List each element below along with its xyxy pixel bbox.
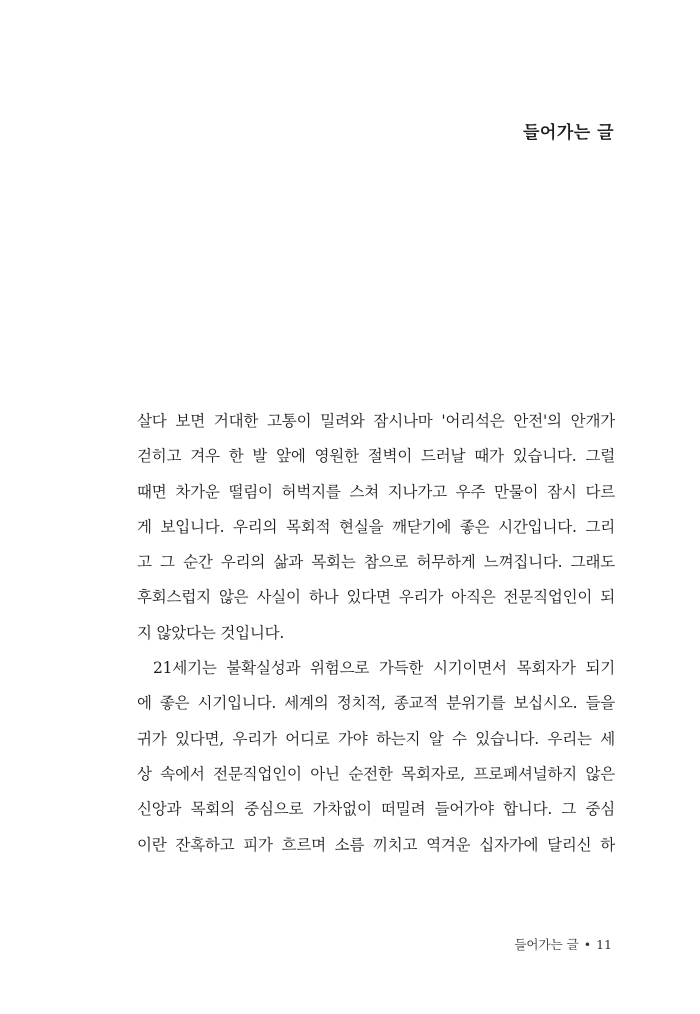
chapter-title: 들어가는 글 [522,123,614,143]
text-line: 때면 차가운 떨림이 허벅지를 스쳐 지나가고 우주 만물이 잠시 다르 [137,482,615,501]
paragraph-1 [137,404,615,651]
text-line: 21세기는 불확실성과 위험으로 가득한 시기이면서 목회자가 되기 [153,659,615,678]
text-line: 걷히고 겨우 한 발 앞에 영원한 절벽이 드러날 때가 있습니다. 그럴 [137,447,615,466]
body-text [137,404,615,863]
paragraph-2 [137,651,615,863]
text-line: 이란 잔혹하고 피가 흐르며 소름 끼치고 역겨운 십자가에 달리신 하 [137,835,615,854]
text-line: 지 않았다는 것입니다. [137,623,285,642]
text-line: 신앙과 목회의 중심으로 가차없이 떠밀려 들어가야 합니다. 그 중심 [137,800,615,819]
text-line: 후회스럽지 않은 사실이 하나 있다면 우리가 아직은 전문직업인이 되 [137,588,615,607]
text-line: 상 속에서 전문직업인이 아닌 순전한 목회자로, 프로페셔널하지 않은 [137,764,615,783]
page-number: 11 [596,937,612,952]
text-line: 고 그 순간 우리의 삶과 목회는 참으로 허무하게 느껴집니다. 그래도 [137,553,615,572]
footer-separator: • [583,937,592,952]
text-line: 게 보입니다. 우리의 목회적 현실을 깨닫기에 좋은 시간입니다. 그리 [137,517,615,536]
text-line: 에 좋은 시기입니다. 세계의 정치적, 종교적 분위기를 보십시오. 들을 [137,694,615,713]
text-line: 귀가 있다면, 우리가 어디로 가야 하는지 알 수 있습니다. 우리는 세 [137,729,615,748]
running-title: 들어가는 글 [514,937,579,952]
page-footer [514,935,612,953]
text-line: 살다 보면 거대한 고통이 밀려와 잠시나마 '어리석은 안전'의 안개가 [137,412,615,430]
